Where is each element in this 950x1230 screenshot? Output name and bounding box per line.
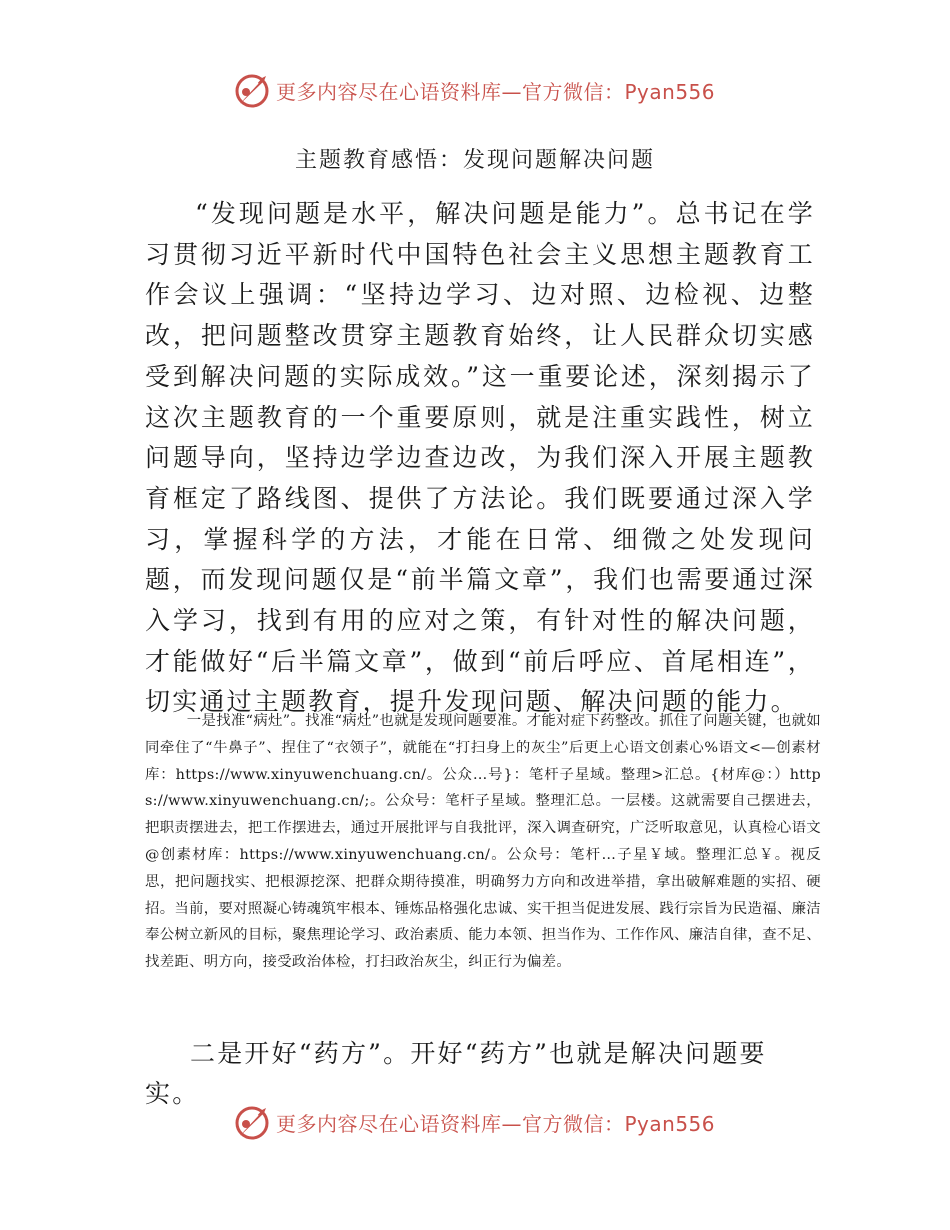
- feather-pen-logo-icon: [232, 70, 272, 110]
- footer-banner: [232, 1100, 752, 1144]
- point-one-paragraph: 一是找准“病灶”。找准“病灶”也就是发现问题要准。才能对症下药整改。抓住了问题关键，也就如同牵住了“牛鼻子”、捏住了“衣领子”，就能在“打扫身上的灰尘”后更上心语文创素心%语文<—创素材库：https://www.xinyuwenchuang.cn/。公众…号}：笔杆子星域。整理>汇总。{材库@：）https://www.xinyuwenchuang.cn/;。公众号：笔杆子星域。整理汇总。一层楼。这就需要自己摆进去，把职责摆进去，把工作摆进去，通过开展批评与自我批评，深入调查研究，广泛听取意见，认真检心语文@创素材库：https://www.xinyuwenchuang.cn/。公众号：笔杆…子星￥域。整理汇总￥。视反思，把问题找实、把根源挖深、把群众期待摸准，明确努力方向和改进举措，拿出破解难题的实招、硬招。当前，要对照凝心铸魂筑牢根本、锤炼品格强化忠诚、实干担当促进发展、践行宗旨为民造福、廉洁奉公树立新风的目标，聚焦理论学习、政治素质、能力本领、担当作为、工作作风、廉洁自律，查不足、找差距、明方向，接受政治体检，打扫政治灰尘，纠正行为偏差。: [145, 713, 821, 971]
- document-title: 主题教育感悟：发现问题解决问题: [294, 148, 655, 173]
- banner-text: 更多内容尽在心语资料库—官方微信：Pyan556: [276, 79, 716, 104]
- header-banner: [232, 68, 752, 112]
- feather-pen-logo-icon: [232, 1102, 272, 1142]
- point-two-paragraph: 二是开好“药方”。开好“药方”也就是解决问题要实。: [145, 1039, 767, 1108]
- banner-text: 更多内容尽在心语资料库—官方微信：Pyan556: [276, 1111, 716, 1136]
- intro-paragraph: “发现问题是水平，解决问题是能力”。总书记在学习贯彻习近平新时代中国特色社会主义思想主题教育工作会议上强调：“坚持边学习、边对照、边检视、边整改，把问题整改贯穿主题教育始终，让人民群众切实感受到解决问题的实际成效。”这一重要论述，深刻揭示了这次主题教育的一个重要原则，就是注重实践性，树立问题导向，坚持边学边查边改，为我们深入开展主题教育框定了路线图、提供了方法论。我们既要通过深入学习，掌握科学的方法，才能在日常、细微之处发现问题，而发现问题仅是“前半篇文章”，我们也需要通过深入学习，找到有用的应对之策，有针对性的解决问题，才能做好“后半篇文章”，做到“前后呼应、首尾相连”，切实通过主题教育，提升发现问题、解决问题的能力。: [145, 199, 815, 717]
